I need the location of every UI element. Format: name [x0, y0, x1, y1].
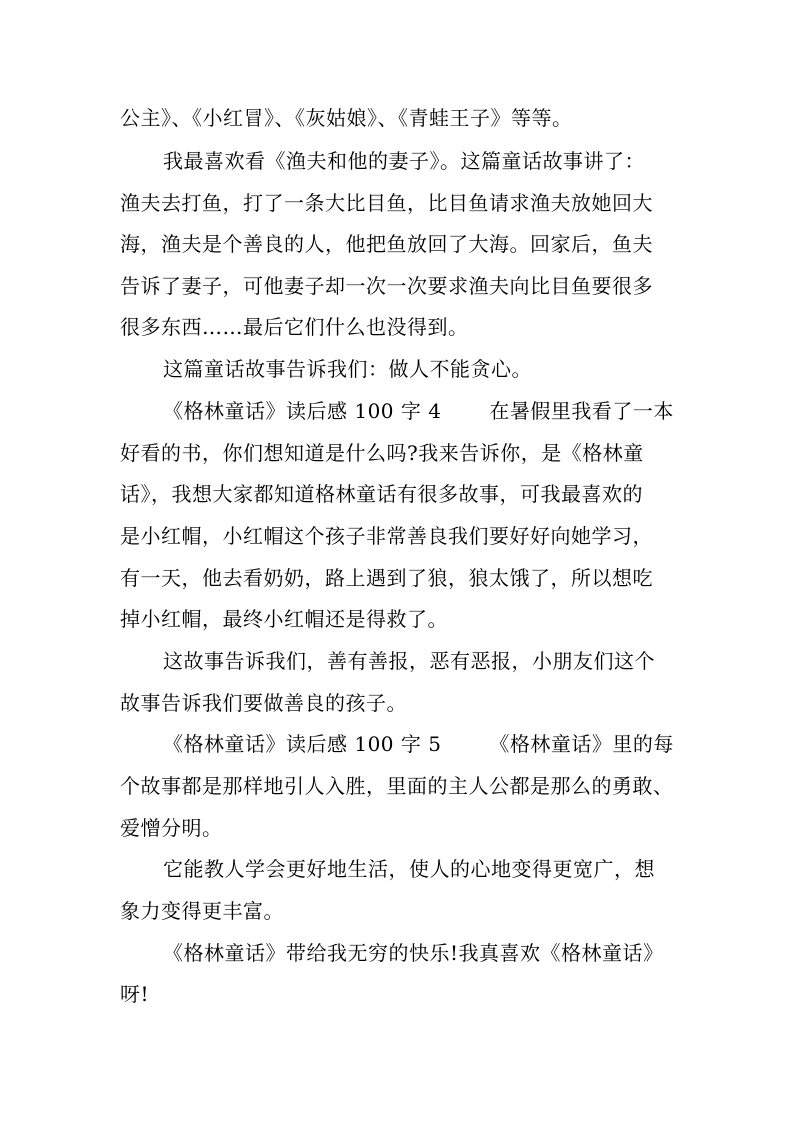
- text-line-16: 《格林童话》读后感 100 字 5 《格林童话》里的每: [163, 732, 674, 756]
- text-line-19: 它能教人学会更好地生活，使人的心地变得更宽广，想: [163, 857, 655, 881]
- text-line-17: 个故事都是那样地引人入胜，里面的主人公都是那么的勇敢、: [120, 774, 674, 798]
- text-line-10: 话》，我想大家都知道格林童话有很多故事，可我最喜欢的: [120, 482, 643, 506]
- text-line-11: 是小红帽，小红帽这个孩子非常善良我们要好好向她学习，: [120, 524, 653, 548]
- text-line-14: 这故事告诉我们，善有善报，恶有恶报，小朋友们这个: [163, 649, 655, 673]
- text-line-9: 好看的书，你们想知道是什么吗?我来告诉你，是《格林童: [120, 441, 644, 465]
- text-line-7: 这篇童话故事告诉我们：做人不能贪心。: [163, 357, 532, 381]
- text-line-13: 掉小红帽，最终小红帽还是得救了。: [120, 607, 448, 631]
- text-line-15: 故事告诉我们要做善良的孩子。: [120, 691, 407, 715]
- text-line-22: 呀!: [120, 982, 150, 1006]
- text-line-3: 渔夫去打鱼，打了一条大比目鱼，比目鱼请求渔夫放她回大: [120, 191, 653, 215]
- text-line-1: 公主》、《小红冒》、《灰姑娘》、《青蛙王子》等等。: [120, 106, 573, 130]
- text-line-2: 我最喜欢看《渔夫和他的妻子》。这篇童话故事讲了：: [163, 149, 645, 173]
- text-line-12: 有一天，他去看奶奶，路上遇到了狼，狼太饿了，所以想吃: [120, 566, 653, 590]
- text-line-21: 《格林童话》带给我无穷的快乐!我真喜欢《格林童话》: [163, 941, 664, 965]
- text-line-18: 爱憎分明。: [120, 816, 223, 840]
- text-line-8: 《格林童话》读后感 100 字 4 在暑假里我看了一本: [163, 399, 674, 423]
- text-line-5: 告诉了妻子，可他妻子却一次一次要求渔夫向比目鱼要很多: [120, 274, 653, 298]
- text-line-4: 海，渔夫是个善良的人，他把鱼放回了大海。回家后，鱼夫: [120, 232, 653, 256]
- text-line-6: 很多东西……最后它们什么也没得到。: [120, 315, 469, 339]
- text-line-20: 象力变得更丰富。: [120, 899, 284, 923]
